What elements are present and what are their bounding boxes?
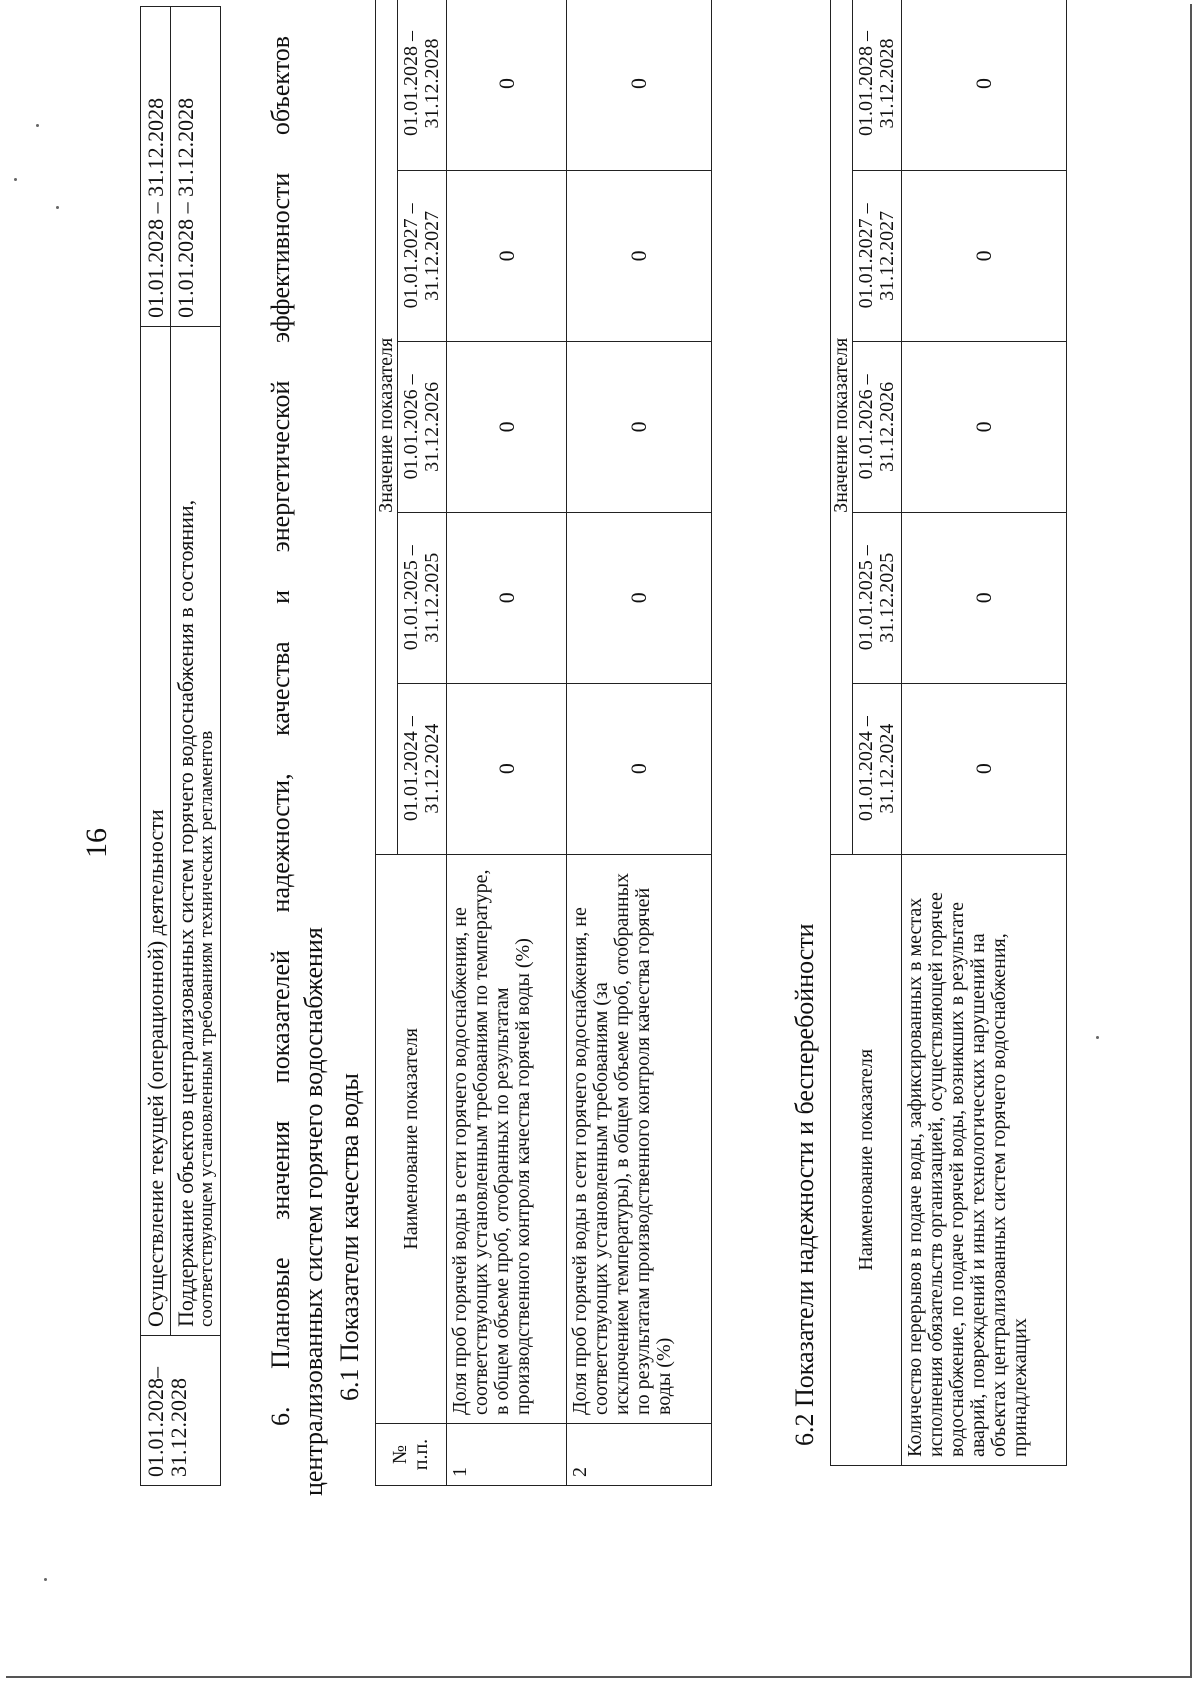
table-header-row [831, 0, 853, 1466]
indicator-value: 0 [447, 0, 567, 170]
section-6-2-title: 6.2 Показатели надежности и бесперебойности [790, 923, 819, 1446]
period-text: 01.01.2028– 31.12.2028 [143, 1367, 192, 1477]
period-header: 01.01.2025 – 31.12.2025 [853, 512, 902, 683]
indicator-value: 0 [567, 683, 712, 854]
table-row [567, 0, 712, 1486]
indicator-value: 0 [447, 683, 567, 854]
col-name-header: Наименование показателя [831, 854, 902, 1465]
period-header: 01.01.2028 – 31.12.2028 [853, 0, 902, 170]
water-quality-table [375, 0, 712, 1486]
period-header: 01.01.2025 – 31.12.2025 [398, 512, 447, 683]
period-header: 01.01.2027 – 31.12.2027 [398, 170, 447, 341]
indicator-value: 0 [902, 0, 1067, 170]
period-header: 01.01.2028 – 31.12.2028 [398, 0, 447, 170]
period-header: 01.01.2024 – 31.12.2024 [398, 683, 447, 854]
indicator-value: 0 [567, 170, 712, 341]
activity-date-range: 01.01.2028 – 31.12.2028 [141, 7, 171, 327]
description-line: соответствующем установленным требованиям технических регламентов [196, 730, 218, 1328]
activity-period [141, 1336, 221, 1486]
period-header: 01.01.2026 – 31.12.2026 [853, 341, 902, 512]
table-header-row [376, 0, 398, 1486]
col-value-group-header: Значение показателя [831, 0, 853, 854]
activity-table [140, 6, 221, 1486]
indicator-value: 0 [567, 512, 712, 683]
indicator-value: 0 [902, 512, 1067, 683]
col-number-header: № п.п. [376, 1424, 447, 1486]
table-row [171, 7, 221, 1486]
period-header: 01.01.2027 – 31.12.2027 [853, 170, 902, 341]
table-row [141, 7, 171, 1486]
period-header: 01.01.2026 – 31.12.2026 [398, 341, 447, 512]
indicator-value: 0 [447, 170, 567, 341]
period-header: 01.01.2024 – 31.12.2024 [853, 683, 902, 854]
section-6-1-title: 6.1 Показатели качества воды [335, 1073, 364, 1401]
heading-line: централизованных систем горячего водоснабжения [298, 927, 328, 1496]
indicator-value: 0 [567, 341, 712, 512]
page-number: 16 [80, 828, 113, 858]
indicator-name: Количество перерывов в подаче воды, зафиксированных в местах исполнения обязательств организацией, осуществляющей горячее водоснабжение, по подаче горячей воды, возникших в результате аварий, повреждений и иных технологических нарушений на объектах централизованных систем горячего водоснабжения, принадлежащих [902, 854, 1067, 1465]
table-row [902, 0, 1067, 1466]
section-6-heading [265, 36, 330, 1496]
indicator-value: 0 [902, 170, 1067, 341]
heading-line: 6. Плановые значения показателей надежности, качества и энергетической эффективности объектов [266, 36, 295, 1426]
indicator-name: Доля проб горячей воды в сети горячего водоснабжения, не соответствующих установленным требованиям по температуре, в общем объеме проб, отобранных по результатам производственного контроля качества горячей воды (%) [447, 854, 567, 1423]
indicator-value: 0 [902, 341, 1067, 512]
indicator-value: 0 [902, 683, 1067, 854]
table-row [447, 0, 567, 1486]
activity-description: Осуществление текущей (операционной) деятельности [141, 326, 171, 1335]
indicator-value: 0 [447, 341, 567, 512]
indicator-value: 0 [567, 0, 712, 170]
col-value-group-header: Значение показателя [376, 0, 398, 854]
reliability-table [830, 0, 1067, 1466]
row-number: 1 [447, 1424, 567, 1486]
indicator-name: Доля проб горячей воды в сети горячего водоснабжения, не соответствующих установленным требованиям (за исключением температуры), в общем объеме проб, отобранных по результатам производственного контроля качества горячей воды (%) [567, 854, 712, 1423]
row-number: 2 [567, 1424, 712, 1486]
activity-date-range: 01.01.2028 – 31.12.2028 [171, 7, 221, 327]
description-line: Поддержание объектов централизованных систем горячего водоснабжения в состоянии, [173, 499, 199, 1328]
indicator-value: 0 [447, 512, 567, 683]
col-name-header: Наименование показателя [376, 854, 447, 1423]
activity-description [171, 326, 221, 1335]
